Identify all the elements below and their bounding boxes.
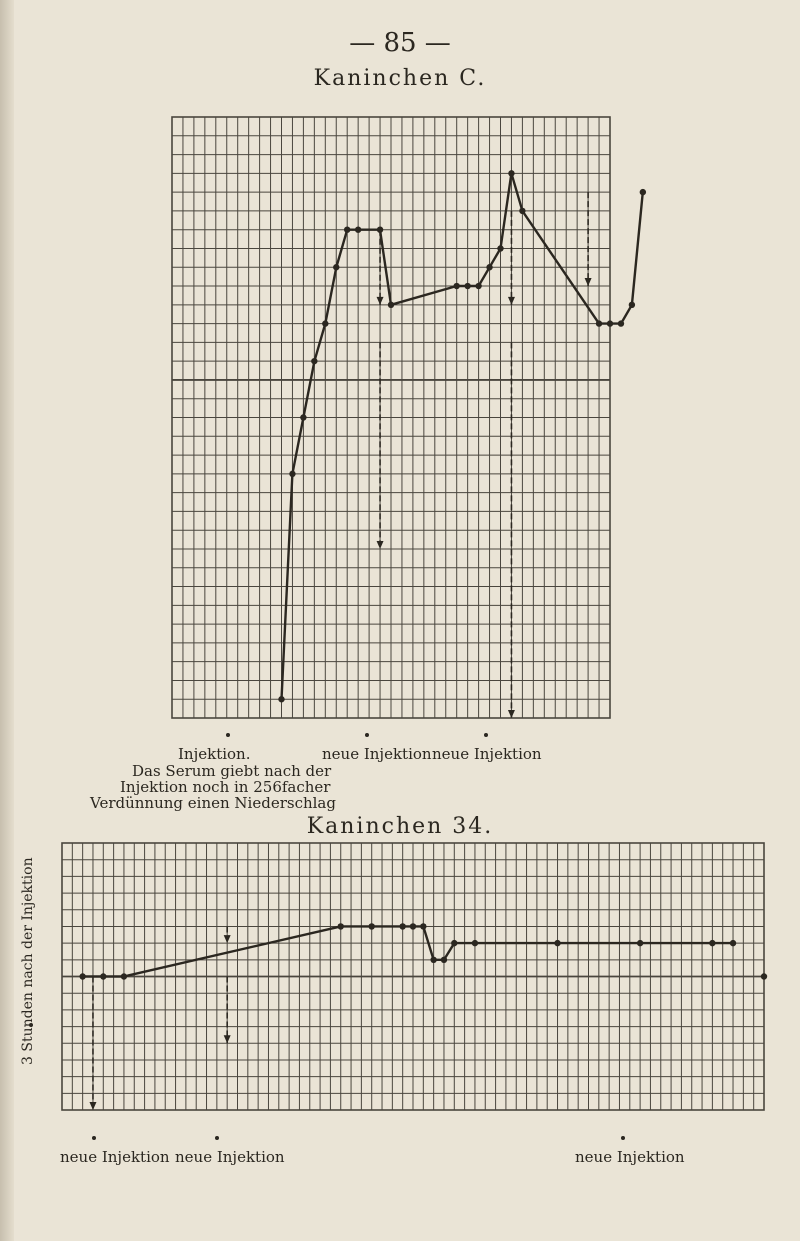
chart2-series-0-point (399, 923, 405, 929)
chart2-series-1-point (761, 973, 767, 979)
chart2-series-0-point (554, 940, 560, 946)
side-label: 3 Stunden nach der Injektion (20, 857, 36, 1065)
chart1-series-0-point (289, 471, 295, 477)
injection-marker-dot (226, 733, 230, 737)
chart1-drop-arrow (377, 297, 384, 305)
injection-marker-dot (365, 733, 369, 737)
chart1-series-0-point (454, 283, 460, 289)
chart2-title: Kaninchen 34. (306, 814, 494, 839)
chart1-series-0-point (311, 358, 317, 364)
chart2-series-0-point (709, 940, 715, 946)
chart1-series-0-point (607, 320, 613, 326)
chart1-drop-arrow (377, 541, 384, 549)
chart1-series-0-point (596, 320, 602, 326)
chart1-note-line-2: Injektion noch in 256facher (120, 778, 331, 796)
chart2-series-0-point (420, 923, 426, 929)
chart1-series-0-point (344, 226, 350, 232)
chart1-series-0-point (333, 264, 339, 270)
injection-marker-dot (621, 1136, 625, 1140)
chart1-drop-arrow (508, 297, 515, 305)
chart2-series-0-point (472, 940, 478, 946)
chart1-note-line-3: Verdünnung einen Niederschlag (90, 794, 336, 812)
chart1-series-0-point (322, 320, 328, 326)
chart1-series-0-point (300, 414, 306, 420)
chart1-series-0-point (377, 226, 383, 232)
page-number: — 85 — (349, 28, 451, 58)
chart1-label-neue-injektion-2: neue Injektion (432, 745, 542, 763)
chart2-series-0-point (369, 923, 375, 929)
chart2-series-0-point (338, 923, 344, 929)
chart2-series-0-point (451, 940, 457, 946)
chart2-series-0-point (637, 940, 643, 946)
injection-marker-dot (484, 733, 488, 737)
chart2-label-neue-injektion-2: neue Injektion (175, 1148, 285, 1166)
chart1-series-0-point (278, 696, 284, 702)
chart1-label-neue-injektion-1: neue Injektion (322, 745, 432, 763)
chart2-drop-arrow (224, 935, 231, 943)
chart2-drop-arrow (224, 1035, 231, 1043)
chart2-series-0-point (441, 957, 447, 963)
chart1-drop-arrow (585, 278, 592, 286)
chart1-series-0-point (629, 302, 635, 308)
chart2-series-0-point (430, 957, 436, 963)
chart1-series-0-point (464, 283, 470, 289)
chart2-label-neue-injektion-3: neue Injektion (575, 1148, 685, 1166)
injection-marker-dot (92, 1136, 96, 1140)
chart1-drop-arrow (508, 710, 515, 718)
chart1-series-0-point (388, 302, 394, 308)
chart1-series-0-point (508, 170, 514, 176)
chart1-label-injektion: Injektion. (178, 745, 251, 763)
chart1-note-line-1: Das Serum giebt nach der (132, 762, 332, 780)
chart1-series-0-point (519, 208, 525, 214)
chart1-series-0-point (640, 189, 646, 195)
chart2-drop-arrow (89, 1102, 96, 1110)
chart2-label-neue-injektion-1: neue Injektion (60, 1148, 170, 1166)
chart1-series-0-point (618, 320, 624, 326)
chart2-series-0-point (100, 973, 106, 979)
chart1-series-0-point (497, 245, 503, 251)
chart2-series-0-line (83, 926, 733, 976)
chart1-series-0-point (355, 226, 361, 232)
chart1-title: Kaninchen C. (313, 66, 487, 91)
chart2-series-0-point (79, 973, 85, 979)
chart2-series-0-point (410, 923, 416, 929)
chart2-series-0-point (121, 973, 127, 979)
chart2-series-0-point (730, 940, 736, 946)
chart1-series-0-point (475, 283, 481, 289)
chart1-series-0-point (486, 264, 492, 270)
injection-marker-dot (215, 1136, 219, 1140)
